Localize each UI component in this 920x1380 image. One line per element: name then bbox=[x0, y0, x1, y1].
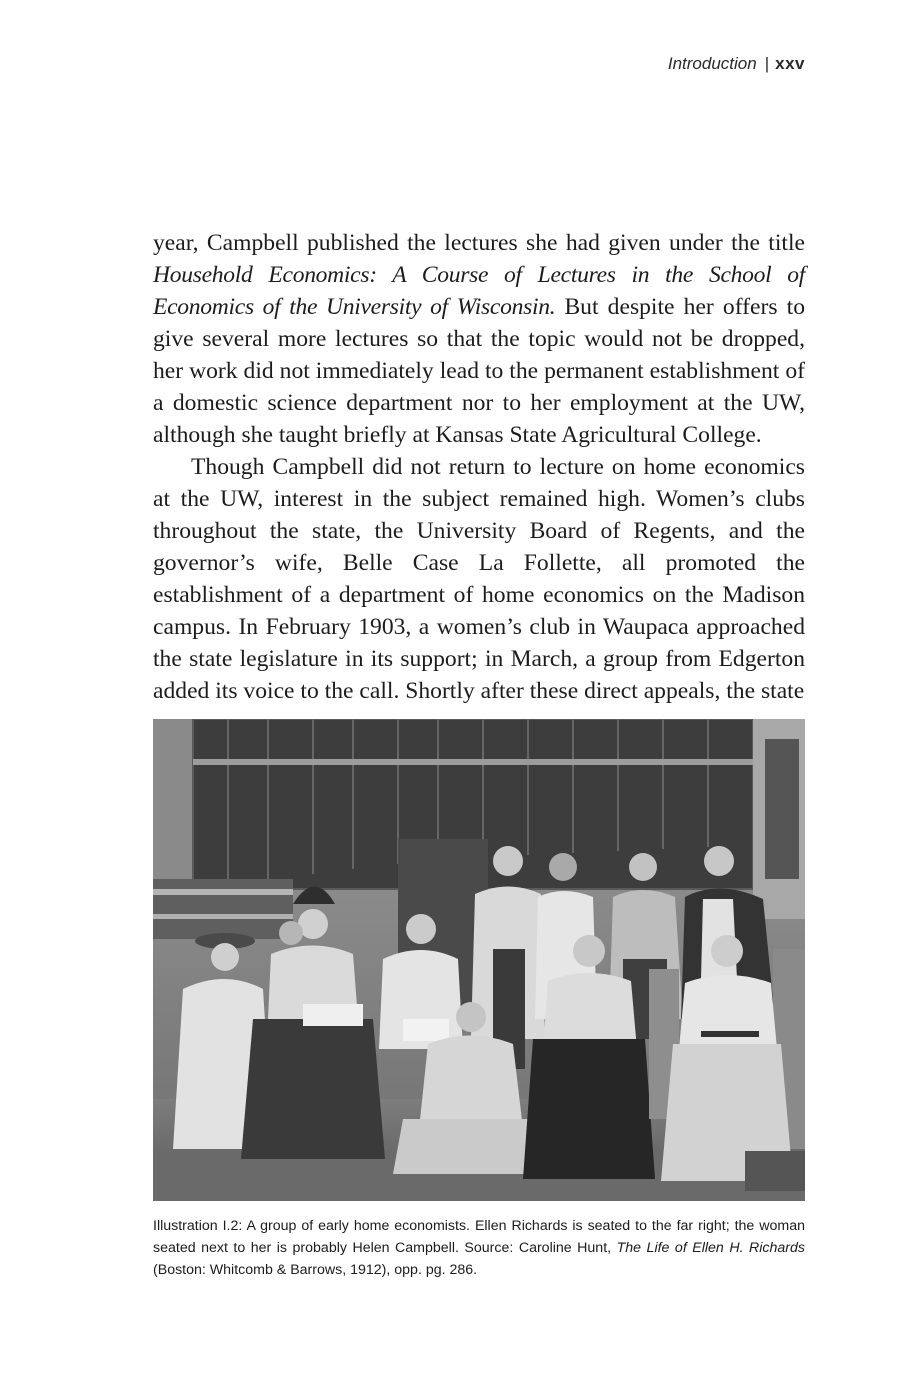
paragraph-1 bbox=[153, 227, 805, 451]
running-head bbox=[668, 54, 805, 74]
caption-text-end: (Boston: Whitcomb & Barrows, 1912), opp. pg. 286. bbox=[153, 1262, 478, 1278]
paragraph-1-text-end: But despite her offers to give several more lectures so that the topic would not be dropped, her work did not immediately lead to the permanent establishment of a domestic science department nor to her employment at the UW, although she taught briefly at Kansas State Agricultural College. bbox=[153, 294, 805, 448]
book-title: Household Economics: A Course of Lectures in the School of Economics of the University of Wisconsin. bbox=[153, 262, 805, 320]
group-photograph bbox=[153, 719, 805, 1201]
running-head-separator: | bbox=[764, 54, 770, 73]
figure-caption bbox=[153, 1215, 805, 1281]
caption-source-title: The Life of Ellen H. Richards bbox=[616, 1240, 805, 1256]
page-number: xxv bbox=[775, 54, 805, 73]
paragraph-2: Though Campbell did not return to lecture on home economics at the UW, interest in the subject remained high. Women’s clubs throughout the state, the University Board of Regents, and the governor’s wife, Belle Case La Follette, all promoted the establishment of a department of home economics on the Madison campus. In February 1903, a women’s club in Waupaca approached the state legislature in its support; in March, a group from Edgerton added its voice to the call. Shortly after these direct appeals, the state bbox=[153, 454, 805, 704]
running-head-section: Introduction bbox=[667, 54, 757, 73]
caption-text-start: Illustration I.2: A group of early home economists. Ellen Richards is seated to the far right; the woman seated next to her is probably Helen Campbell. Source: Caroline Hunt, bbox=[153, 1218, 805, 1256]
paragraph-1-text-start: year, Campbell published the lectures she had given under the title bbox=[153, 230, 805, 256]
body-text bbox=[153, 227, 805, 707]
